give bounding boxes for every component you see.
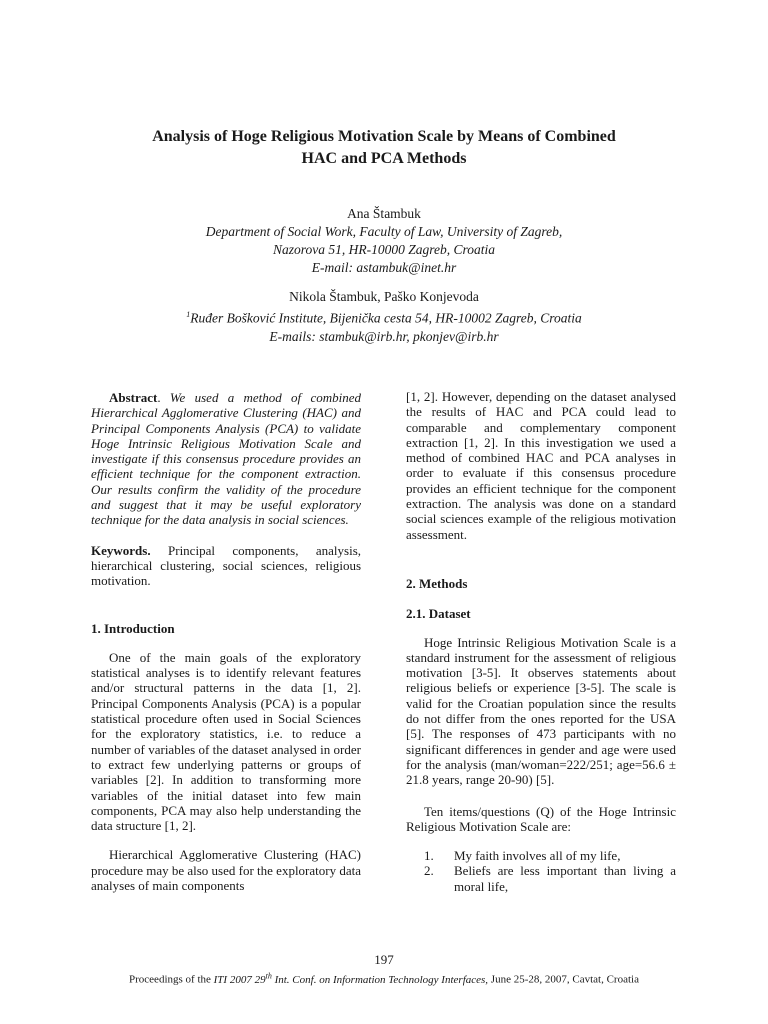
- proceedings-footer: [0, 971, 768, 986]
- items-list: [406, 848, 676, 894]
- author-names: Nikola Štambuk, Paško Konjevoda: [289, 289, 479, 304]
- right-paragraph-1: [1, 2]. However, depending on the dataset analysed the results of HAC and PCA could lead to comparable and complementary component extraction [1, 2]. In this investigation we used a method of combined HAC and PCA analyses in order to evaluate if this consensus procedure provides an efficient technique for the component extraction. The analysis was done on a standard social sciences example of the religious motivation assessment.: [406, 389, 676, 542]
- abstract-label: Abstract: [109, 390, 158, 405]
- subsection-heading-dataset: 2.1. Dataset: [406, 606, 471, 622]
- footer-superscript: th: [265, 971, 272, 980]
- footer-conference-rest: Int. Conf. on Information Technology Interfaces,: [271, 973, 489, 986]
- title-line-2: HAC and PCA Methods: [301, 150, 467, 167]
- footer-conference-name: ITI 2007 29: [213, 973, 266, 986]
- keywords-text: Principal components, analysis, hierarchical clustering, social sciences, religious motivation.: [91, 542, 361, 589]
- footer-prefix: Proceedings of the: [129, 973, 214, 986]
- list-item: [406, 863, 676, 894]
- affiliation-text: Ruđer Bošković Institute, Bijenička cesta 54, HR-10002 Zagreb, Croatia: [190, 310, 582, 326]
- dataset-paragraph: Hoge Intrinsic Religious Motivation Scale is a standard instrument for the assessment of religious motivation [3-5]. It observes statements about religious beliefs or experience [3-5]. The scale is valid for the Croatian population since the results do not differ from the ones reported for the USA [5]. The responses of 473 participants with no significant differences in gender and age were used for the analysis (man/woman=222/251; age=56.6 ± 21.8 years, range 20-90) [5].: [406, 634, 676, 788]
- author-affiliation-line-1: Department of Social Work, Faculty of Law, University of Zagreb,: [205, 224, 563, 239]
- list-item-text: My faith involves all of my life,: [454, 848, 621, 864]
- paper-title: [60, 126, 708, 170]
- author-name: Ana Štambuk: [347, 206, 421, 221]
- affiliation-superscript: 1: [186, 310, 191, 319]
- section-heading-introduction: 1. Introduction: [91, 620, 175, 636]
- footer-suffix: June 25-28, 2007, Cavtat, Croatia: [488, 973, 639, 986]
- keywords: [91, 543, 361, 589]
- intro-paragraph-2: Hierarchical Agglomerative Clustering (HAC) procedure may be also used for the exploratory data analyses of main components: [91, 847, 362, 894]
- section-heading-methods: 2. Methods: [406, 575, 468, 591]
- author-affiliation-line-2: Nazorova 51, HR-10000 Zagreb, Croatia: [272, 242, 495, 257]
- author-block-2: [60, 288, 708, 346]
- keywords-label: Keywords.: [91, 542, 151, 558]
- intro-paragraph-1: One of the main goals of the exploratory statistical analyses is to identify relevant features and/or structural patterns in the data [1, 2]. Principal Components Analysis (PCA) is a popular statistical procedure often used in Social Sciences for the exploratory statistics, i.e. to reduce a number of variables of the dataset analysed in order to extract few underlying patterns or groups of variables [2]. In addition to transforming more variables of the initial dataset into few main components, PCA may also help understanding the data structure [1, 2].: [91, 649, 361, 834]
- right-column: [406, 389, 676, 894]
- left-column: [91, 390, 361, 893]
- author-emails: E-mails: stambuk@irb.hr, pkonjev@irb.hr: [269, 328, 499, 344]
- list-item: [406, 848, 676, 863]
- abstract-text: We used a method of combined Hierarchical Agglomerative Clustering (HAC) and Principal Components Analysis (PCA) to validate Hoge Intrinsic Religious Motivation Scale and investigate if this consensus procedure provides an efficient technique for the component extraction. Our results confirm the validity of the procedure and suggest that it may be useful exploratory technique for the data analysis in social sciences.: [91, 390, 361, 528]
- page-number: 197: [374, 952, 394, 967]
- author-email: E-mail: astambuk@inet.hr: [311, 260, 457, 275]
- abstract: Abstract. We used a method of combined Hierarchical Agglomerative Clustering (HAC) and Principal Components Analysis (PCA) to validate Hoge Intrinsic Religious Motivation Scale and investigate if this consensus procedure provides an efficient technique for the component extraction. Our results confirm the validity of the procedure and suggest that it may be useful exploratory technique for the data analysis in social sciences.: [91, 390, 361, 528]
- list-item-text: Beliefs are less important than living a moral life,: [454, 863, 676, 894]
- items-intro-paragraph: Ten items/questions (Q) of the Hoge Intrinsic Religious Motivation Scale are:: [406, 803, 676, 834]
- list-item-number: 2.: [424, 863, 434, 879]
- footer-conference: [213, 971, 489, 986]
- author-block-1: [60, 205, 708, 277]
- author-affiliation: [60, 306, 708, 328]
- list-item-number: 1.: [424, 848, 434, 864]
- title-line-1: Analysis of Hoge Religious Motivation Scale by Means of Combined: [152, 128, 616, 145]
